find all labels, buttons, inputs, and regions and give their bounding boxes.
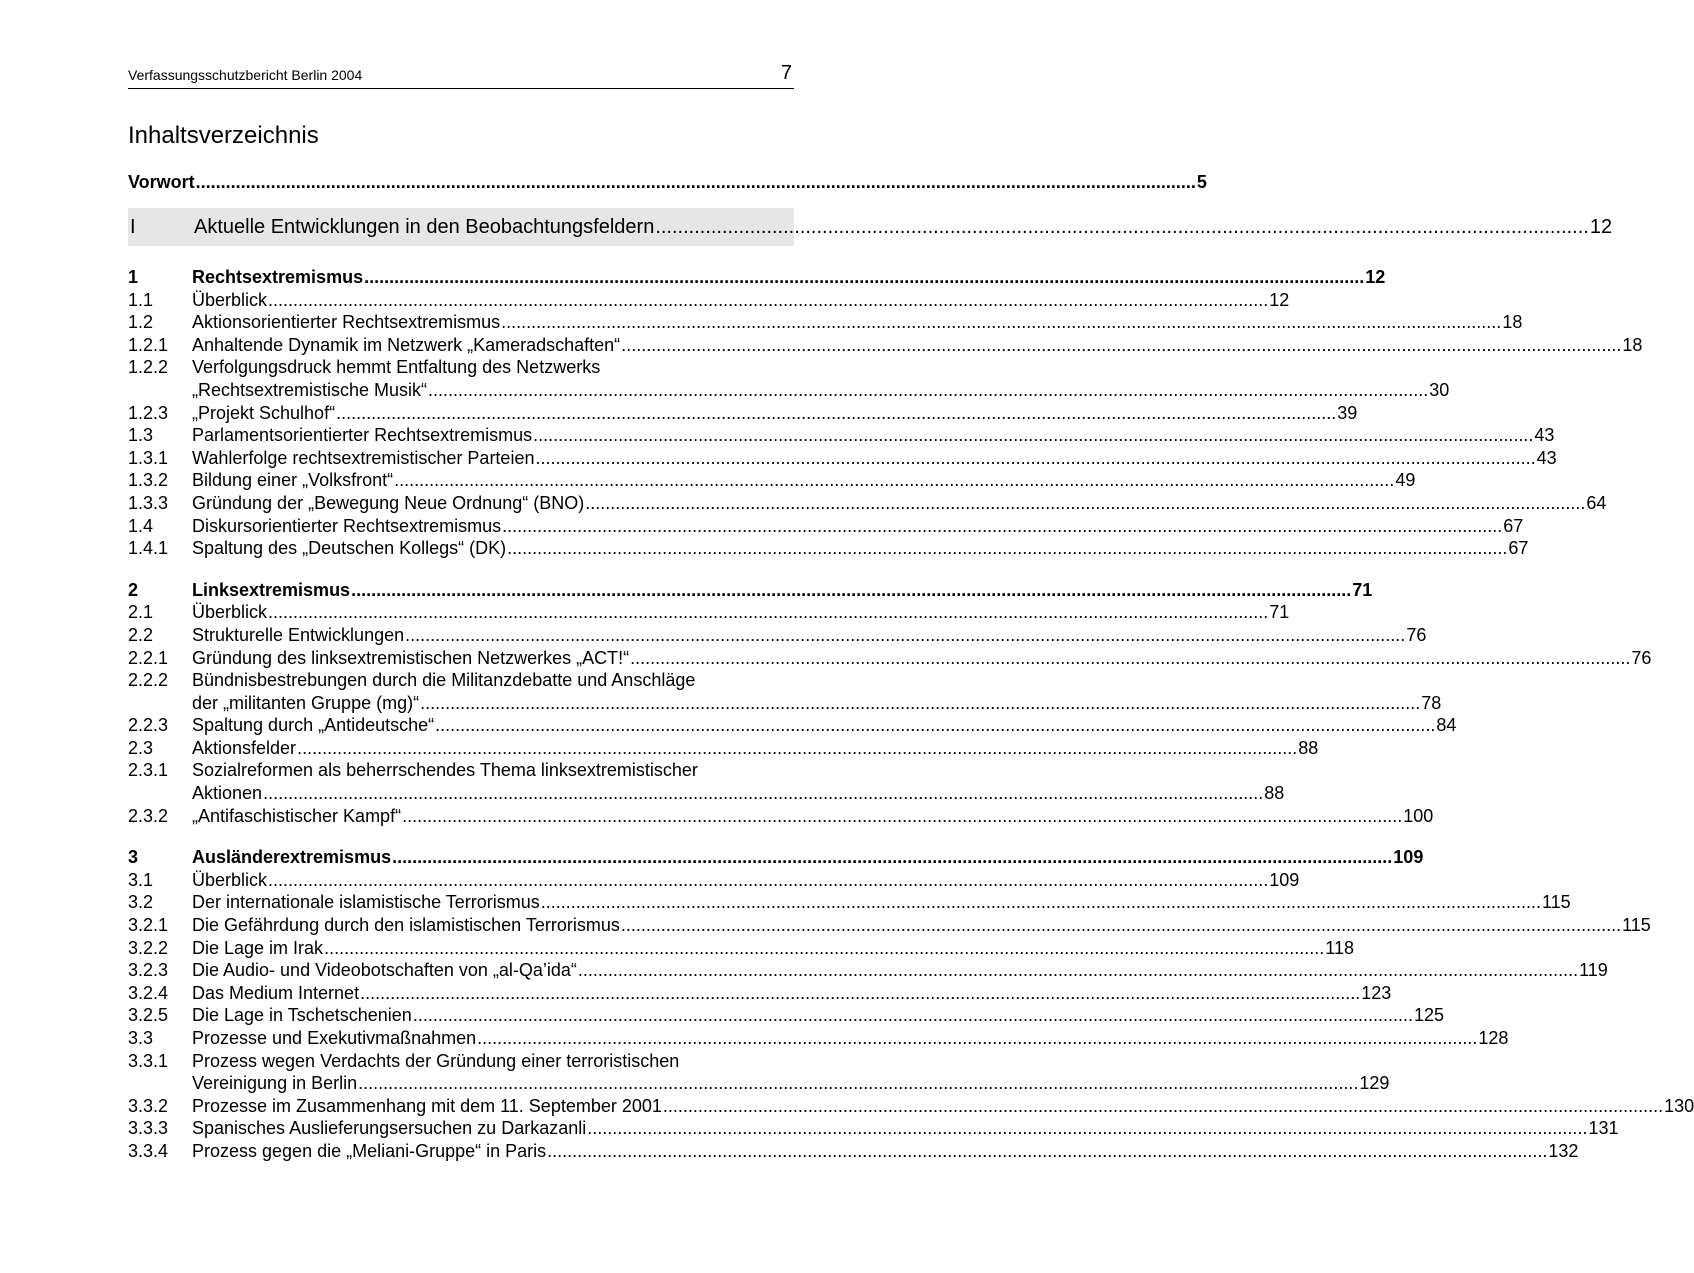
page-title: Inhaltsverzeichnis (128, 122, 319, 149)
toc-entry[interactable] (128, 805, 1434, 828)
leader-dots (268, 869, 1268, 892)
leader-dots (360, 982, 1360, 1005)
toc-entry-page: 88 (1264, 783, 1285, 804)
leader-dots (358, 1072, 1358, 1095)
toc-entry[interactable] (128, 601, 1290, 624)
toc-entry-number: 1 (128, 267, 139, 287)
toc-section-heading[interactable] (128, 846, 1424, 869)
toc-entry-label: Wahlerfolge rechtsextremistischer Parteien (192, 447, 535, 468)
toc-entry-number: 2.3 (128, 737, 154, 758)
toc-entry[interactable] (128, 469, 1416, 492)
toc-entry[interactable] (128, 356, 794, 379)
toc-entry-vorwort[interactable] (128, 170, 1207, 194)
toc-entry-label: Aktionsorientierter Rechtsextremismus (192, 312, 501, 333)
leader-dots (413, 1004, 1413, 1027)
toc-entry-label: Vereinigung in Berlin (192, 1073, 358, 1094)
section-spacer (128, 827, 794, 846)
toc-entry-label: Gründung der „Bewegung Neue Ordnung“ (BNO) (192, 492, 585, 513)
toc-sections (128, 246, 1694, 1163)
leader-dots (324, 937, 1324, 960)
toc-entry-number: 1.3 (128, 425, 154, 446)
toc-entry-label: Spaltung des „Deutschen Kollegs“ (DK) (192, 538, 507, 559)
leader-dots (435, 714, 1435, 737)
toc-entry-page: 132 (1548, 1140, 1579, 1161)
leader-dots (541, 891, 1541, 914)
leader-dots (477, 1027, 1477, 1050)
toc-entry-page: 12 (1365, 267, 1386, 287)
running-title: Verfassungsschutzbericht Berlin 2004 (128, 67, 363, 83)
toc-entry[interactable] (128, 669, 794, 692)
toc-entry-number: 1.3.2 (128, 470, 169, 491)
leader-dots (402, 805, 1402, 828)
toc-entry-number: 3.2 (128, 892, 154, 913)
toc-entry-label: Anhaltende Dynamik im Netzwerk „Kameradschaften“ (192, 334, 621, 355)
leader-dots (507, 537, 1507, 560)
toc-entry-page: 43 (1534, 425, 1555, 446)
toc-entry-label: Prozess wegen Verdachts der Gründung einer terroristischen (192, 1050, 680, 1071)
toc-entry[interactable] (128, 1027, 1509, 1050)
toc-entry[interactable] (128, 937, 1354, 960)
leader-dots (420, 692, 1420, 715)
toc-entry[interactable] (128, 982, 1392, 1005)
leader-dots (655, 216, 1589, 239)
toc-entry-page: 88 (1298, 737, 1319, 758)
toc-entry-page: 30 (1429, 379, 1450, 400)
toc-entry-page: 43 (1536, 447, 1557, 468)
leader-dots (578, 959, 1578, 982)
toc-entry-label: Verfolgungsdruck hemmt Entfaltung des Netzwerks (192, 357, 601, 378)
toc-entry-page: 118 (1325, 937, 1354, 958)
toc-entry[interactable] (128, 891, 1571, 914)
toc-entry-page: 67 (1503, 515, 1524, 536)
toc-entry[interactable] (128, 714, 1457, 737)
toc-entry[interactable] (128, 289, 1290, 312)
toc-entry-page: 115 (1622, 915, 1651, 936)
toc-entry-number: 1.2.1 (128, 334, 169, 355)
toc-entry[interactable] (128, 1050, 794, 1073)
toc-entry[interactable] (128, 869, 1300, 892)
leader-dots (533, 424, 1533, 447)
toc-entry[interactable] (128, 515, 1524, 538)
leader-dots (621, 914, 1621, 937)
leader-dots (405, 624, 1405, 647)
leader-dots (501, 311, 1501, 334)
leader-dots (630, 647, 1630, 670)
toc-entry-number: 1.1 (128, 289, 154, 310)
toc-entry-page: 49 (1395, 470, 1416, 491)
leader-dots (297, 737, 1297, 760)
toc-entry-page: 76 (1406, 624, 1427, 645)
toc-entry-label: Strukturelle Entwicklungen (192, 624, 405, 645)
toc-entry[interactable] (128, 1004, 1445, 1027)
toc-entry-number: 3.3.1 (128, 1050, 169, 1071)
toc-entry-page: 123 (1361, 982, 1392, 1003)
toc-entry-number: 3.2.3 (128, 960, 169, 981)
toc-entry-number: 2.2 (128, 624, 154, 645)
toc-entry-page: 130 (1664, 1095, 1694, 1116)
page-number: 7 (780, 62, 792, 84)
leader-dots (268, 289, 1268, 312)
toc-entry-label: Aktionsfelder (192, 737, 297, 758)
toc-entry-page: 131 (1588, 1118, 1619, 1139)
toc-entry-continuation[interactable] (128, 782, 1285, 805)
toc-entry-number: 2 (128, 579, 139, 600)
toc-entry-page: 84 (1436, 715, 1457, 736)
toc-entry-page: 78 (1421, 692, 1442, 713)
toc-entry-number: 2.2.3 (128, 715, 169, 736)
toc-entry-label: Die Lage im Irak (192, 937, 324, 958)
toc-entry-page: 67 (1508, 538, 1529, 559)
toc-entry-page: 128 (1478, 1028, 1509, 1048)
toc-entry-page: 115 (1542, 892, 1571, 913)
toc-entry-number: 1.2.2 (128, 357, 169, 378)
toc-entry-number: 2.3.1 (128, 760, 169, 781)
toc-entry-label: Vorwort (128, 172, 195, 192)
toc-entry-label: „Antifaschistischer Kampf“ (192, 805, 402, 826)
toc-entry-number: 3.3.2 (128, 1095, 169, 1116)
toc-entry-label: Spaltung durch „Antideutsche“ (192, 715, 435, 736)
toc-entry-page: 125 (1414, 1005, 1445, 1026)
toc-entry-number: 3.3 (128, 1028, 154, 1048)
part-number: I (130, 215, 136, 238)
toc-entry-label: „Projekt Schulhof“ (192, 402, 336, 423)
leader-dots (196, 170, 1196, 194)
toc-entry-label: Überblick (192, 602, 268, 623)
toc-entry-page: 119 (1579, 960, 1608, 981)
toc-entry-continuation[interactable] (128, 379, 1450, 402)
toc-entry-page: 5 (1196, 172, 1207, 192)
toc-entry[interactable] (128, 959, 1608, 982)
toc-entry-label: Spanisches Auslieferungsersuchen zu Darkazanli (192, 1118, 587, 1139)
page-header (128, 62, 794, 89)
toc-part-heading[interactable] (128, 208, 1613, 246)
leader-dots (585, 492, 1585, 515)
part-page: 12 (1589, 215, 1613, 238)
toc-entry-label: Prozess gegen die „Meliani-Gruppe“ in Paris (192, 1140, 547, 1161)
toc-entry[interactable] (128, 647, 1652, 670)
toc-entry-page: 76 (1631, 647, 1652, 668)
toc-entry[interactable] (128, 1095, 1694, 1118)
leader-dots (268, 601, 1268, 624)
toc-entry-number: 2.1 (128, 602, 154, 623)
toc-entry-page: 39 (1337, 402, 1358, 423)
toc-entry[interactable] (128, 1117, 1619, 1140)
toc-entry-label: Parlamentsorientierter Rechtsextremismus (192, 425, 533, 446)
toc-entry-number: 3.1 (128, 869, 154, 890)
toc-entry-label: Prozesse und Exekutivmaßnahmen (192, 1028, 477, 1048)
toc-entry[interactable] (128, 402, 1358, 425)
leader-dots (394, 469, 1394, 492)
leader-dots (535, 447, 1535, 470)
leader-dots (263, 782, 1263, 805)
toc-entry-page: 109 (1269, 869, 1300, 890)
toc-entry-number: 3.2.1 (128, 915, 169, 936)
leader-dots (663, 1095, 1663, 1118)
toc-entry-number: 1.2.3 (128, 402, 169, 423)
toc-entry-number: 1.4.1 (128, 538, 169, 559)
toc-entry-label: Rechtsextremismus (192, 267, 364, 287)
toc-entry[interactable] (128, 759, 794, 782)
table-of-contents (128, 170, 1694, 1163)
toc-entry-number: 1.3.1 (128, 447, 169, 468)
toc-entry-page: 109 (1393, 847, 1424, 868)
toc-entry-label: Prozesse im Zusammenhang mit dem 11. September 2001 (192, 1095, 662, 1116)
toc-entry[interactable] (128, 492, 1607, 515)
toc-entry-number: 3.2.4 (128, 982, 169, 1003)
toc-entry-number: 2.3.2 (128, 805, 169, 826)
toc-entry[interactable] (128, 447, 1557, 470)
toc-entry-label: Ausländerextremismus (192, 847, 392, 868)
toc-entry-label: Diskursorientierter Rechtsextremismus (192, 515, 502, 536)
toc-entry[interactable] (128, 914, 1651, 937)
toc-entry-label: Der internationale islamistische Terrorismus (192, 892, 540, 913)
toc-entry-page: 71 (1269, 602, 1290, 623)
toc-entry[interactable] (128, 624, 1427, 647)
toc-entry-page: 129 (1359, 1073, 1390, 1094)
toc-entry-label: Gründung des linksextremistischen Netzwerkes „ACT!“ (192, 647, 630, 668)
leader-dots (336, 402, 1336, 425)
leader-dots (547, 1140, 1547, 1163)
toc-entry-number: 3 (128, 847, 139, 868)
toc-entry-number: 3.3.3 (128, 1118, 169, 1139)
toc-entry-number: 3.3.4 (128, 1140, 169, 1161)
leader-dots (502, 515, 1502, 538)
toc-entry-page: 18 (1502, 312, 1523, 333)
toc-entry-number: 1.2 (128, 312, 154, 333)
leader-dots (392, 846, 1392, 869)
toc-entry-number: 1.4 (128, 515, 154, 536)
toc-entry-page: 64 (1586, 492, 1607, 513)
toc-entry[interactable] (128, 1140, 1579, 1163)
toc-entry-page: 71 (1352, 579, 1373, 600)
toc-entry-number: 2.2.2 (128, 670, 169, 691)
toc-entry-page: 12 (1269, 289, 1290, 310)
toc-entry-continuation[interactable] (128, 692, 1442, 715)
toc-entry[interactable] (128, 537, 1529, 560)
leader-dots (587, 1117, 1587, 1140)
toc-entry[interactable] (128, 737, 1319, 760)
toc-entry-number: 2.2.1 (128, 647, 169, 668)
toc-entry-label: Aktionen (192, 783, 263, 804)
toc-entry-page: 100 (1403, 805, 1434, 826)
toc-entry-label: Die Audio- und Videobotschaften von „al-Qa’ida“ (192, 960, 577, 981)
toc-entry-number: 3.2.2 (128, 937, 169, 958)
toc-entry-label: Sozialreformen als beherrschendes Thema linksextremistischer (192, 760, 698, 781)
toc-entry[interactable] (128, 311, 1523, 334)
toc-entry-label: „Rechtsextremistische Musik“ (192, 379, 428, 400)
toc-entry-label: Das Medium Internet (192, 982, 360, 1003)
leader-dots (428, 379, 1428, 402)
toc-entry[interactable] (128, 334, 1643, 357)
leader-dots (364, 266, 1364, 289)
toc-entry-label: Linksextremismus (192, 579, 351, 600)
toc-entry-number: 3.2.5 (128, 1005, 169, 1026)
toc-entry-page: 18 (1622, 334, 1643, 355)
part-label: Aktuelle Entwicklungen in den Beobachtungsfeldern (194, 215, 655, 238)
toc-entry-number: 1.3.3 (128, 492, 169, 513)
toc-entry-label: Die Lage in Tschetschenien (192, 1005, 412, 1026)
leader-dots (621, 334, 1621, 357)
section-spacer (128, 560, 794, 579)
toc-section-heading[interactable] (128, 579, 1373, 602)
toc-entry-label: Die Gefährdung durch den islamistischen Terrorismus (192, 915, 620, 936)
leader-dots (351, 579, 1351, 602)
toc-entry-label: Bündnisbestrebungen durch die Militanzdebatte und Anschläge (192, 670, 696, 691)
toc-entry[interactable] (128, 424, 1555, 447)
toc-entry-label: der „militanten Gruppe (mg)“ (192, 692, 420, 713)
section-spacer (128, 246, 794, 266)
toc-entry-label: Überblick (192, 869, 268, 890)
toc-section-heading[interactable] (128, 266, 1386, 289)
toc-entry-label: Überblick (192, 289, 268, 310)
toc-entry-label: Bildung einer „Volksfront“ (192, 470, 394, 491)
toc-entry-continuation[interactable] (128, 1072, 1390, 1095)
